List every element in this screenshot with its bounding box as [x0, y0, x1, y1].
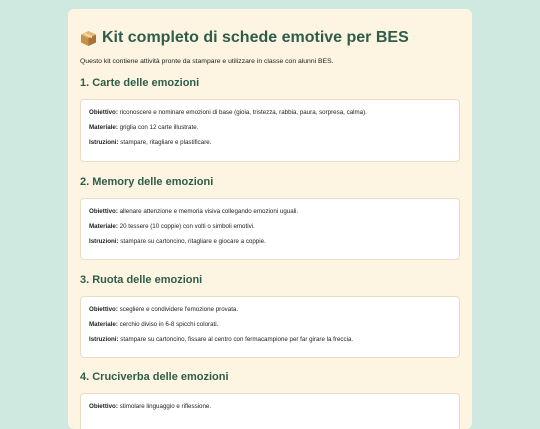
sheet-cruciverba — [80, 393, 460, 429]
objective-text: scegliere e condividere l'emozione provata. — [119, 306, 239, 313]
page-title — [80, 9, 460, 49]
instructions-text: stampare su cartoncino, ritagliare e giocare a coppie. — [120, 238, 266, 245]
instructions-row — [89, 238, 451, 246]
instructions-row — [89, 336, 451, 344]
instructions-label: Istruzioni: — [89, 238, 119, 245]
content-card — [68, 9, 472, 429]
instructions-label: Istruzioni: — [89, 336, 119, 343]
material-text: cerchio diviso in 6-8 spicchi colorati. — [119, 321, 219, 328]
objective-label: Obiettivo: — [89, 306, 118, 313]
section-title-carte: 1. Carte delle emozioni — [80, 77, 200, 89]
section-title-memory: 2. Memory delle emozioni — [80, 176, 214, 188]
material-row — [89, 124, 451, 132]
instructions-text: stampare su cartoncino, fissare al centro con fermacampione per far girare la freccia. — [120, 336, 354, 343]
material-text: 20 tessere (10 coppie) con volti o simboli emotivi. — [119, 223, 255, 230]
objective-row — [89, 306, 451, 314]
material-text: griglia con 12 carte illustrate. — [119, 124, 199, 131]
intro-text: Questo kit contiene attività pronte da stampare e utilizzare in classe con alunni BES. — [80, 58, 334, 65]
page-title-text: Kit completo di schede emotive per BES — [102, 29, 409, 46]
instructions-row — [89, 139, 451, 147]
material-row — [89, 321, 451, 329]
objective-row — [89, 208, 451, 216]
instructions-text: stampare, ritagliare e plastificare. — [120, 139, 212, 146]
section-title-ruota: 3. Ruota delle emozioni — [80, 274, 203, 286]
objective-text: stimolare linguaggio e riflessione. — [119, 403, 212, 410]
objective-row — [89, 403, 451, 411]
material-row — [89, 223, 451, 231]
material-label: Materiale: — [89, 124, 118, 131]
package-icon — [80, 30, 97, 47]
objective-text: allenare attenzione e memoria visiva collegando emozioni uguali. — [119, 208, 299, 215]
instructions-label: Istruzioni: — [89, 139, 119, 146]
objective-label: Obiettivo: — [89, 208, 118, 215]
sheet-memory — [80, 198, 460, 260]
material-label: Materiale: — [89, 223, 118, 230]
section-title-cruciverba: 4. Cruciverba delle emozioni — [80, 371, 229, 383]
sheet-ruota — [80, 296, 460, 358]
material-label: Materiale: — [89, 321, 118, 328]
objective-row — [89, 109, 451, 117]
objective-label: Obiettivo: — [89, 403, 118, 410]
objective-label: Obiettivo: — [89, 109, 118, 116]
sheet-carte — [80, 99, 460, 162]
objective-text: riconoscere e nominare emozioni di base (gioia, tristezza, rabbia, paura, sorpresa, calma). — [119, 109, 367, 116]
